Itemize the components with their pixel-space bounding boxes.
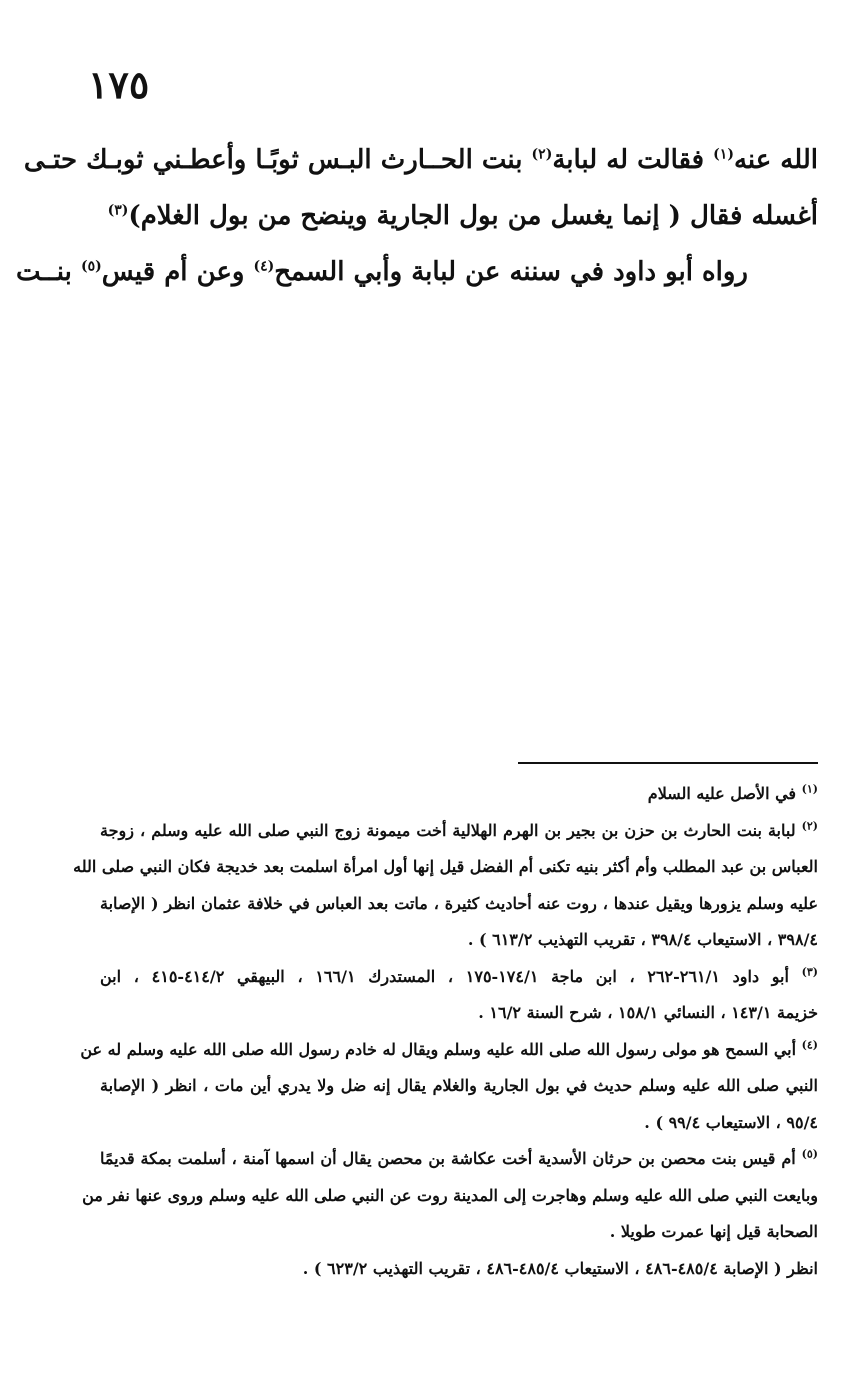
footnote-text: أبي السمح هو مولى رسول الله صلى الله عليه وسلم ويقال له خادم رسول الله صلى الله عليه وسلم له عن <box>80 1039 802 1059</box>
footnote-reference-4: (٤) <box>253 258 275 275</box>
footnote-line <box>100 995 818 1032</box>
main-line-2 <box>84 188 818 244</box>
main-text-segment: وعن أم قيس <box>101 257 254 287</box>
main-text-segment: أغسله فقال ( إنما يغسل من بول الجارية وينضح من بول الغلام) <box>128 201 818 231</box>
footnote-text: النبي صلى الله عليه وسلم حديث في بول الجارية والغلام يقال إنه ضل ولا يدري أين مات ، انظر ( الإصابة <box>100 1076 818 1095</box>
footnote-text: لبابة بنت الحارث بن حزن بن بجير بن الهرم الهلالية أخت ميمونة زوج النبي صلى الله عليه وسلم ، زوجة <box>100 820 802 840</box>
footnote-text: ٩٥/٤ ، الاستيعاب ٩٩/٤ ) . <box>644 1112 818 1132</box>
footnote-line <box>100 776 818 813</box>
footnote-reference-5: (٥) <box>80 258 102 275</box>
footnote-marker: (٤) <box>801 1038 818 1052</box>
footnote-text: أبو داود ٢٦١/١-٢٦٢ ، ابن ماجة ١٧٤/١-١٧٥ ، المستدرك ١٦٦/١ ، البيهقي ٤١٤/٢-٤١٥ ، ابن <box>100 966 802 986</box>
footnote-line <box>100 1105 818 1142</box>
page-number: ١٧٥ <box>88 62 150 107</box>
footnote-marker: (٥) <box>801 1147 819 1161</box>
footnote-text: في الأصل عليه السلام <box>647 784 802 803</box>
footnote-text: ٣٩٨/٤ ، الاستيعاب ٣٩٨/٤ ، تقريب التهذيب ٦١٣/٢ ) . <box>467 930 818 949</box>
footnote-line <box>80 1032 818 1069</box>
footnote-text: انظر ( الإصابة ٤٨٥/٤-٤٨٦ ، الاستيعاب ٤٨٥/٤-٤٨٦ ، تقريب التهذيب ٦٢٣/٢ ) . <box>302 1258 818 1278</box>
footnote-marker: (١) <box>801 782 818 796</box>
main-text-segment: بنــت <box>16 257 81 287</box>
footnote-line <box>100 1141 818 1178</box>
footnote-marker: (٢) <box>801 819 818 833</box>
footnote-text: أم قيس بنت محصن بن حرثان الأسدية أخت عكاشة بن محصن يقال أن اسمها آمنة ، أسلمت بمكة قديمًا <box>100 1149 802 1168</box>
footnote-line <box>100 886 818 923</box>
footnote-reference-3: (٣) <box>107 202 129 219</box>
footnote-text: العباس بن عبد المطلب وأم أكثر بنيه تكنى أم الفضل قيل إنها أول امرأة اسلمت بعد خديجة فكان النبي صلى الله <box>73 857 818 876</box>
main-text-segment: بنت الحــارث البـس ثوبًـا وأعطـني ثوبـك حتـى <box>23 145 532 175</box>
main-text-segment: رواه أبو داود في سننه عن لبابة وأبي السمح <box>274 257 748 287</box>
footnotes-section <box>73 776 819 1287</box>
footnote-reference-2: (٢) <box>531 146 553 163</box>
main-body-text <box>16 132 818 300</box>
footnote-marker: (٣) <box>801 965 819 979</box>
footnote-line <box>100 1214 818 1251</box>
footnote-line <box>100 922 818 959</box>
footnote-line <box>100 1251 818 1288</box>
footnote-text: عليه وسلم يزورها ويقيل عندها ، روت عنه أحاديث كثيرة ، ماتت بعد العباس في خلافة عثمان انظر ( الإصابة <box>100 893 818 913</box>
footnote-line <box>100 959 818 996</box>
footnote-line <box>73 849 818 886</box>
footnote-line <box>100 1068 818 1105</box>
main-text-segment: فقالت له لبابة <box>552 145 714 175</box>
main-text-segment: الله عنه <box>733 145 818 175</box>
footnote-separator <box>518 762 818 764</box>
main-line-1 <box>23 132 818 188</box>
footnote-text: وبايعت النبي صلى الله عليه وسلم وهاجرت إلى المدينة روت عن النبي صلى الله عليه وسلم وروى عنها نفر من <box>82 1185 818 1205</box>
footnote-text: الصحابة قيل إنها عمرت طويلا . <box>609 1222 818 1241</box>
footnote-line <box>82 1178 818 1215</box>
footnote-line <box>100 813 818 850</box>
footnote-text: خزيمة ١٤٣/١ ، النسائي ١٥٨/١ ، شرح السنة ١٦/٢ . <box>478 1003 818 1022</box>
footnote-reference-1: (١) <box>713 146 734 163</box>
main-line-3 <box>16 244 818 300</box>
